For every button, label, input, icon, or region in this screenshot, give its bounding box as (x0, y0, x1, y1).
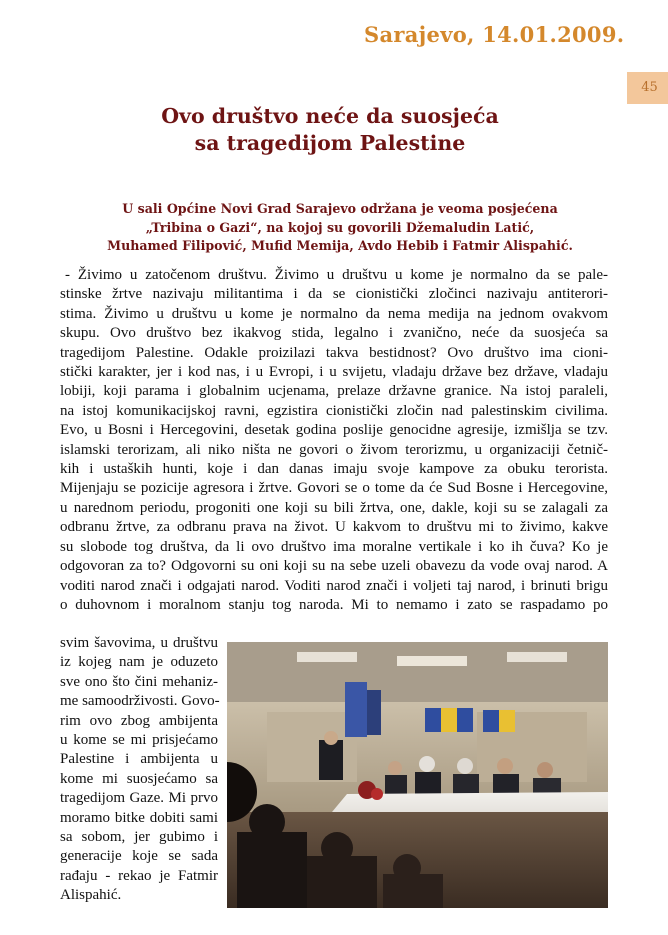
header-date: Sarajevo, 14.01.2009. (364, 22, 625, 47)
body-line: tragedijom Palestine. Odakle proizilazi takva bestidnost? Ovo društvo ima cioni- (60, 344, 608, 361)
body-line: rim ovo zbog ambijenta (60, 712, 218, 729)
body-line: me samoodrživosti. Govo- (60, 693, 220, 710)
body-line: u narednom periodu, progoniti one koji su bili žrtva, one, dakle, koji su se zalagali za (60, 499, 608, 516)
article-title-line: Ovo društvo neće da suosjeća (161, 104, 499, 128)
body-line: stički karakter, jer i kod nas, i u Evropi, i u svijetu, vladaju države bez države, vladaju (60, 364, 608, 381)
body-line: - Živimo u zatočenom društvu. Živimo u društvu u kome je normalno da se pale- (65, 267, 608, 283)
body-line: lobiji, koji parama i globalnim ucjenama, prelaze državne granice. Na istoj paraleli, (60, 383, 608, 400)
event-photo-illustration (227, 642, 608, 908)
body-line: voditi narod znači i odgajati narod. Voditi narod znači i voljeti taj narod, i brinuti brigu (60, 577, 608, 594)
article-title (80, 103, 580, 157)
body-line: islamski terorizam, ali niko ništa ne govori o živom terorizmu, u organizaciji četnič- (60, 441, 608, 458)
body-line: kih i ustaških hunti, koje i dan danas imaju svoje kampove za obuku terorista. (60, 461, 608, 478)
article-body-wrap (60, 634, 218, 906)
body-line: odbranu žrtve, za odbranu prava na život. U kakvom to društvu mi to živimo, kakve (60, 519, 608, 536)
body-line: generacije koje se sada (60, 848, 218, 865)
body-line: iz kojeg nam je oduzeto (60, 654, 218, 671)
lead-line: „Tribina o Gazi“, na kojoj su govorili Džemaludin Latić, (145, 219, 535, 235)
body-line: Evo, u Bosni i Hercegovini, desetak godina poslije genocidne agresije, izmišlja se tzv. (60, 422, 608, 439)
body-line: na istoj komunikacijskoj ravni, egzistira cionistički zločin nad palestinskim civilima. (60, 402, 608, 419)
page-number-tab (627, 72, 668, 104)
body-line: Palestine i ambijenta u (60, 751, 218, 768)
body-line: stinske žrtve nazivaju militantima i da se cionistički zločinci nazivaju antiterori- (60, 286, 608, 303)
lead-line: Muhamed Filipović, Mufid Memija, Avdo Hebib i Fatmir Alispahić. (107, 238, 573, 253)
body-line: sve ono što čini mehaniz- (60, 673, 218, 690)
body-line: kome mi suosjećamo sa (60, 770, 218, 787)
body-line: svim šavovima, u društvu (60, 635, 218, 651)
lead-line: U sali Općine Novi Grad Sarajevo održana je veoma posjećena (122, 201, 558, 216)
body-line: tragedijom Gaze. Mi prvo (60, 790, 218, 807)
body-line: odgovoran za to? Odgovorni su oni koji su na sebe uzeli obavezu da vode ovaj narod. A (60, 558, 608, 575)
article-body (60, 266, 608, 615)
body-line: sa sobom, jer gubimo i (60, 829, 218, 846)
article-title-line: sa tragedijom Palestine (194, 131, 466, 155)
body-line: u kome se mi prisjećamo (60, 732, 218, 749)
body-line: skupu. Ovo društvo bez ikakvog stida, legalno i zvanično, neće da suosjeća sa (60, 325, 608, 342)
event-photo (227, 642, 608, 908)
article-lead (70, 200, 610, 256)
body-line: moramo bitke dobiti sami (60, 809, 218, 826)
body-line: o duhovnom i moralnom stanju tog naroda. Mi to nemamo i zato se raspadamo po (60, 596, 608, 613)
body-line: stima. Živimo u društvu u kome je normalno da nema medija na jednom ovakvom (60, 305, 608, 322)
body-line: rađaju - rekao je Fatmir (60, 867, 218, 884)
body-line: Mijenjaju se pozicije agresora i žrtve. Govori se o tome da će Sud Bosne i Hercegovine, (60, 480, 608, 497)
body-line: Alispahić. (60, 887, 122, 904)
body-line: su slobode tog društva, da li ovo društvo ima moralne vertikale i ko ih čuva? Ko je (60, 538, 608, 555)
page-number: 45 (641, 80, 658, 95)
